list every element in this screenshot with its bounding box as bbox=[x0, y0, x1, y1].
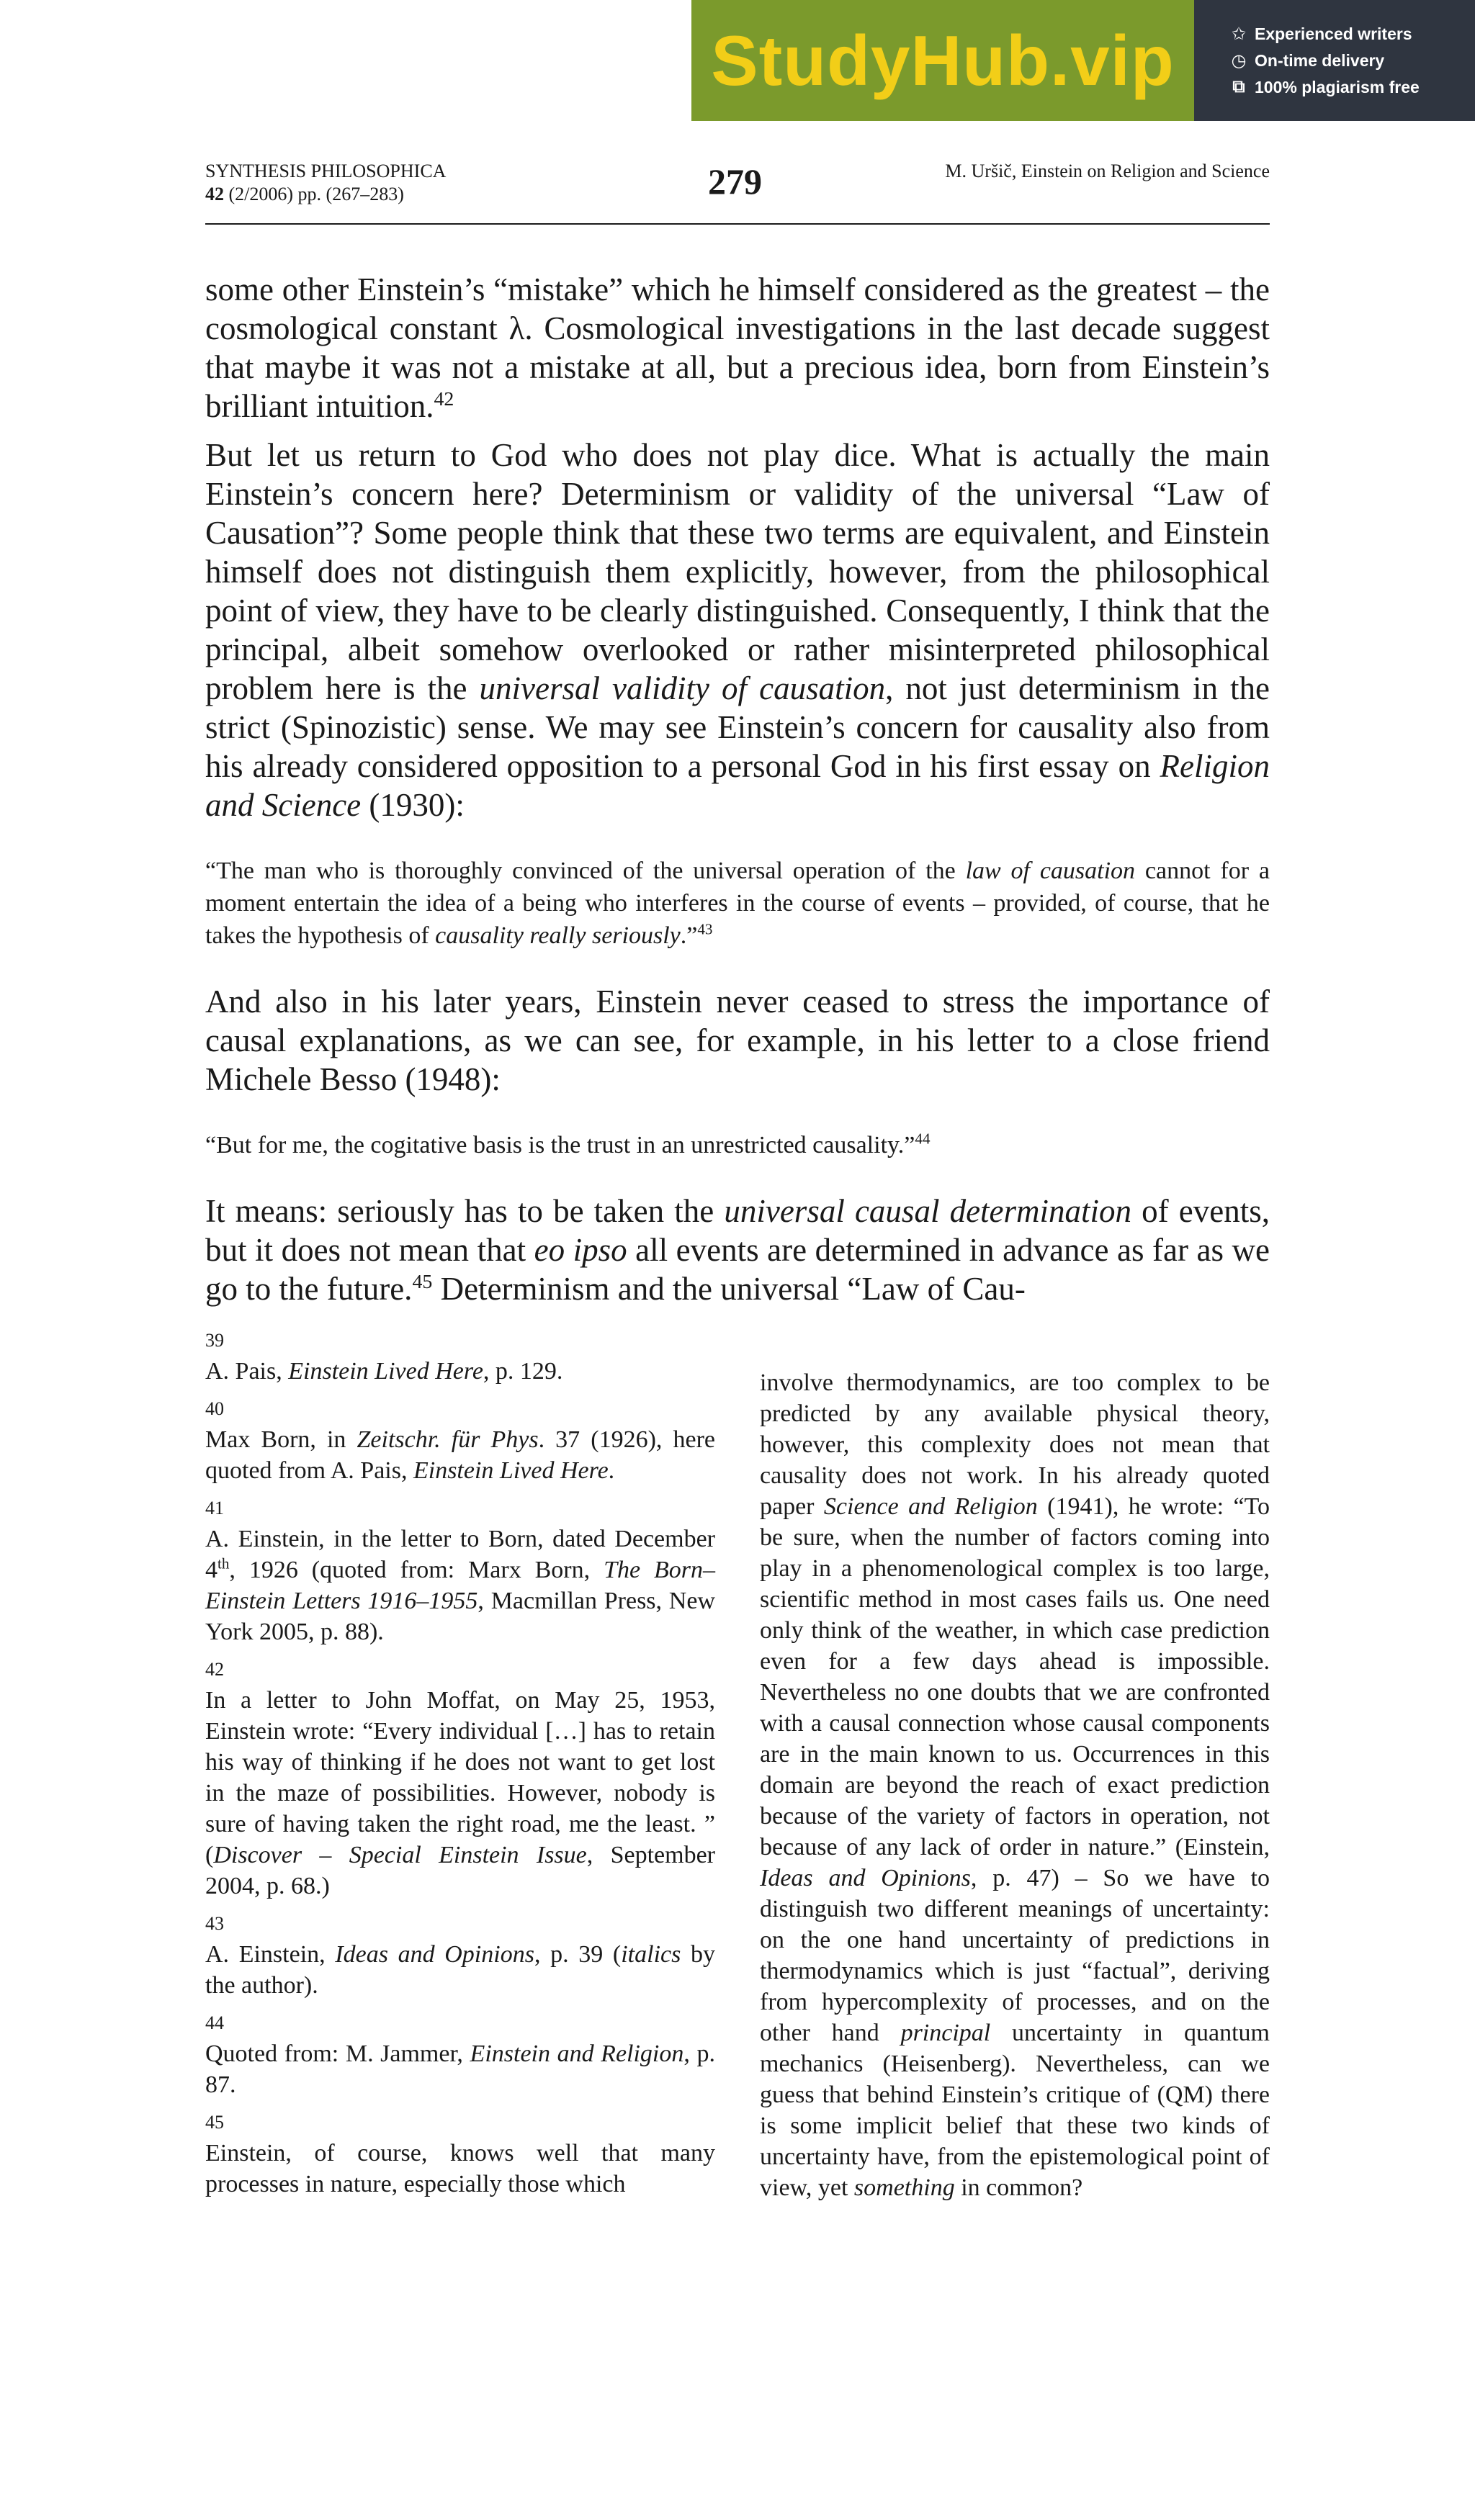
footnote-number: 40 bbox=[205, 1398, 224, 1419]
feature-label: 100% plagiarism free bbox=[1255, 77, 1420, 96]
journal-name: SYNTHESIS PHILOSOPHICA bbox=[205, 161, 447, 181]
banner-features bbox=[1194, 0, 1475, 121]
paragraph-1: some other Einstein’s “mistake” which he himself considered as the greatest – the cosmological constant λ. Cosmological investigations in the last decade suggest that maybe it was not a mistake at all, but a precious idea, born from Einstein’s brilliant intuition.$^{42}$ bbox=[205, 271, 1270, 424]
footnotes-left-column bbox=[205, 1328, 715, 2200]
footnote-ref: 43 bbox=[697, 920, 713, 938]
footnote-number: 42 bbox=[205, 1659, 224, 1680]
journal-info bbox=[205, 160, 446, 206]
footnote-45: Einstein, of course, knows well that many processes in nature, especially those which bbox=[205, 2140, 715, 2197]
footnote-44: Quoted from: M. Jammer, Einstein and Religion, p. 87. bbox=[205, 2040, 715, 2098]
footnote-43: A. Einstein, Ideas and Opinions, p. 39 (italics by the author). bbox=[205, 1941, 715, 1999]
feature-plagiarism-free bbox=[1230, 77, 1475, 97]
feature-label: Experienced writers bbox=[1255, 24, 1412, 43]
paragraph-2: But let us return to God who does not play dice. What is actually the main Einstein’s concern here? Determinism or validity of the universal “Law of Causation”? Some people think that these two terms are equivalent, and Einstein himself does not distinguish them explicitly, however, from the philosophical point of view, they have to be clearly distinguished. Consequently, I think that the principal, albeit somehow overlooked or rather misinterpreted philosophical problem here is the universal validity of causation, not just determinism in the strict (Spinozistic) sense. We may see Einstein’s concern for causality also from his already considered opposition to a personal God in his first essay on Religion and Science (1930): bbox=[205, 437, 1270, 823]
footnote-45-continued: involve thermodynamics, are too complex to be predicted by any available physical theory, however, this complexity does not mean that causality does not work. In his already quoted paper Science and Religion (1941), he wrote: “To be sure, when the number of factors coming into play in a phenomenological complex is too large, scientific method in most cases fails us. One need only think of the weather, in which case prediction even for a few days ahead is impossible. Nevertheless no one doubts that we are confronted with a causal connection whose causal components are in the main known to us. Occurrences in this domain are beyond the reach of exact prediction because of the variety of factors in operation, not because of any lack of order in nature.” (Einstein, Ideas and Opinions, p. 47) – So we have to distinguish two different meanings of uncertainty: on the one hand uncertainty of predictions in thermodynamics which is just “factual”, deriving from hypercomplexity of processes, and on the other hand principal uncertainty in quantum mechanics (Heisenberg). Nevertheless, can we guess that behind Einstein’s critique of (QM) there is some implicit belief that these two kinds of uncertainty have, from the epistemological point of view, yet something in common? bbox=[760, 1369, 1270, 2201]
copy-icon: ⧉ bbox=[1232, 77, 1245, 96]
footnote-ref: 44 bbox=[915, 1130, 931, 1148]
journal-volume: 42 bbox=[205, 184, 224, 204]
footnote-39: A. Pais, Einstein Lived Here, p. 129. bbox=[205, 1358, 563, 1385]
footnote-number: 39 bbox=[205, 1330, 224, 1351]
feature-experienced-writers bbox=[1230, 24, 1475, 45]
footnote-40: Max Born, in Zeitschr. für Phys. 37 (1926), here quoted from A. Pais, Einstein Lived Here. bbox=[205, 1426, 715, 1484]
footnote-number: 43 bbox=[205, 1913, 224, 1934]
footnote-ref: 45 bbox=[412, 1271, 433, 1293]
journal-volume-line bbox=[205, 183, 446, 206]
footnote-42: In a letter to John Moffat, on May 25, 1953, Einstein wrote: “Every individual […] has to retain his way of thinking if he does not want to get lost in the maze of possibilities. However, nobody is sure of having taken the right road, me the least. ” (Discover – Special Einstein Issue, September 2004, p. 68.) bbox=[205, 1687, 715, 1899]
ad-banner[interactable] bbox=[691, 0, 1475, 121]
feature-on-time-delivery bbox=[1230, 50, 1475, 71]
page-number: 279 bbox=[708, 161, 762, 202]
footnote-41: A. Einstein, in the letter to Born, dated December 4th, 1926 (quoted from: Marx Born, The Born–Einstein Letters 1916–1955, Macmillan Press, New York 2005, p. 88). bbox=[205, 1526, 715, 1645]
paragraph-3: And also in his later years, Einstein never ceased to stress the importance of causal explanations, as we can see, for example, in his letter to a close friend Michele Besso (1948): bbox=[205, 984, 1270, 1097]
star-icon: ✩ bbox=[1231, 24, 1247, 44]
main-text bbox=[205, 270, 1270, 1318]
banner-logo[interactable] bbox=[691, 0, 1194, 121]
clock-icon: ◷ bbox=[1231, 51, 1247, 71]
block-quote-2: “But for me, the cogitative basis is the trust in an unrestricted causality.”$^{44}$ bbox=[205, 1130, 931, 1158]
paragraph-4: It means: seriously has to be taken the universal causal determination of events, but it does not mean that eo ipso all events are determined in advance as far as we go to the future.$^{45}$ Determinism and the universal “Law of Cau- bbox=[205, 1193, 1270, 1307]
page-header bbox=[205, 160, 1270, 225]
footnote-number: 44 bbox=[205, 2012, 224, 2033]
feature-label: On-time delivery bbox=[1255, 51, 1385, 70]
footnotes-right-column bbox=[760, 1364, 1270, 2203]
footnote-number: 41 bbox=[205, 1498, 224, 1518]
banner-logo-text: StudyHub.vip bbox=[711, 20, 1175, 100]
block-quote-1: “The man who is thoroughly convinced of the universal operation of the law of causation cannot for a moment entertain the idea of a being who interferes in the course of events – provided, of course, that he takes the hypothesis of causality really seriously.”$^{43}$ bbox=[205, 858, 1270, 949]
footnote-number: 45 bbox=[205, 2112, 224, 2133]
footnote-ref: 42 bbox=[434, 388, 454, 410]
running-title: M. Uršič, Einstein on Religion and Science bbox=[945, 161, 1270, 181]
journal-issue: (2/2006) pp. (267–283) bbox=[228, 184, 404, 204]
